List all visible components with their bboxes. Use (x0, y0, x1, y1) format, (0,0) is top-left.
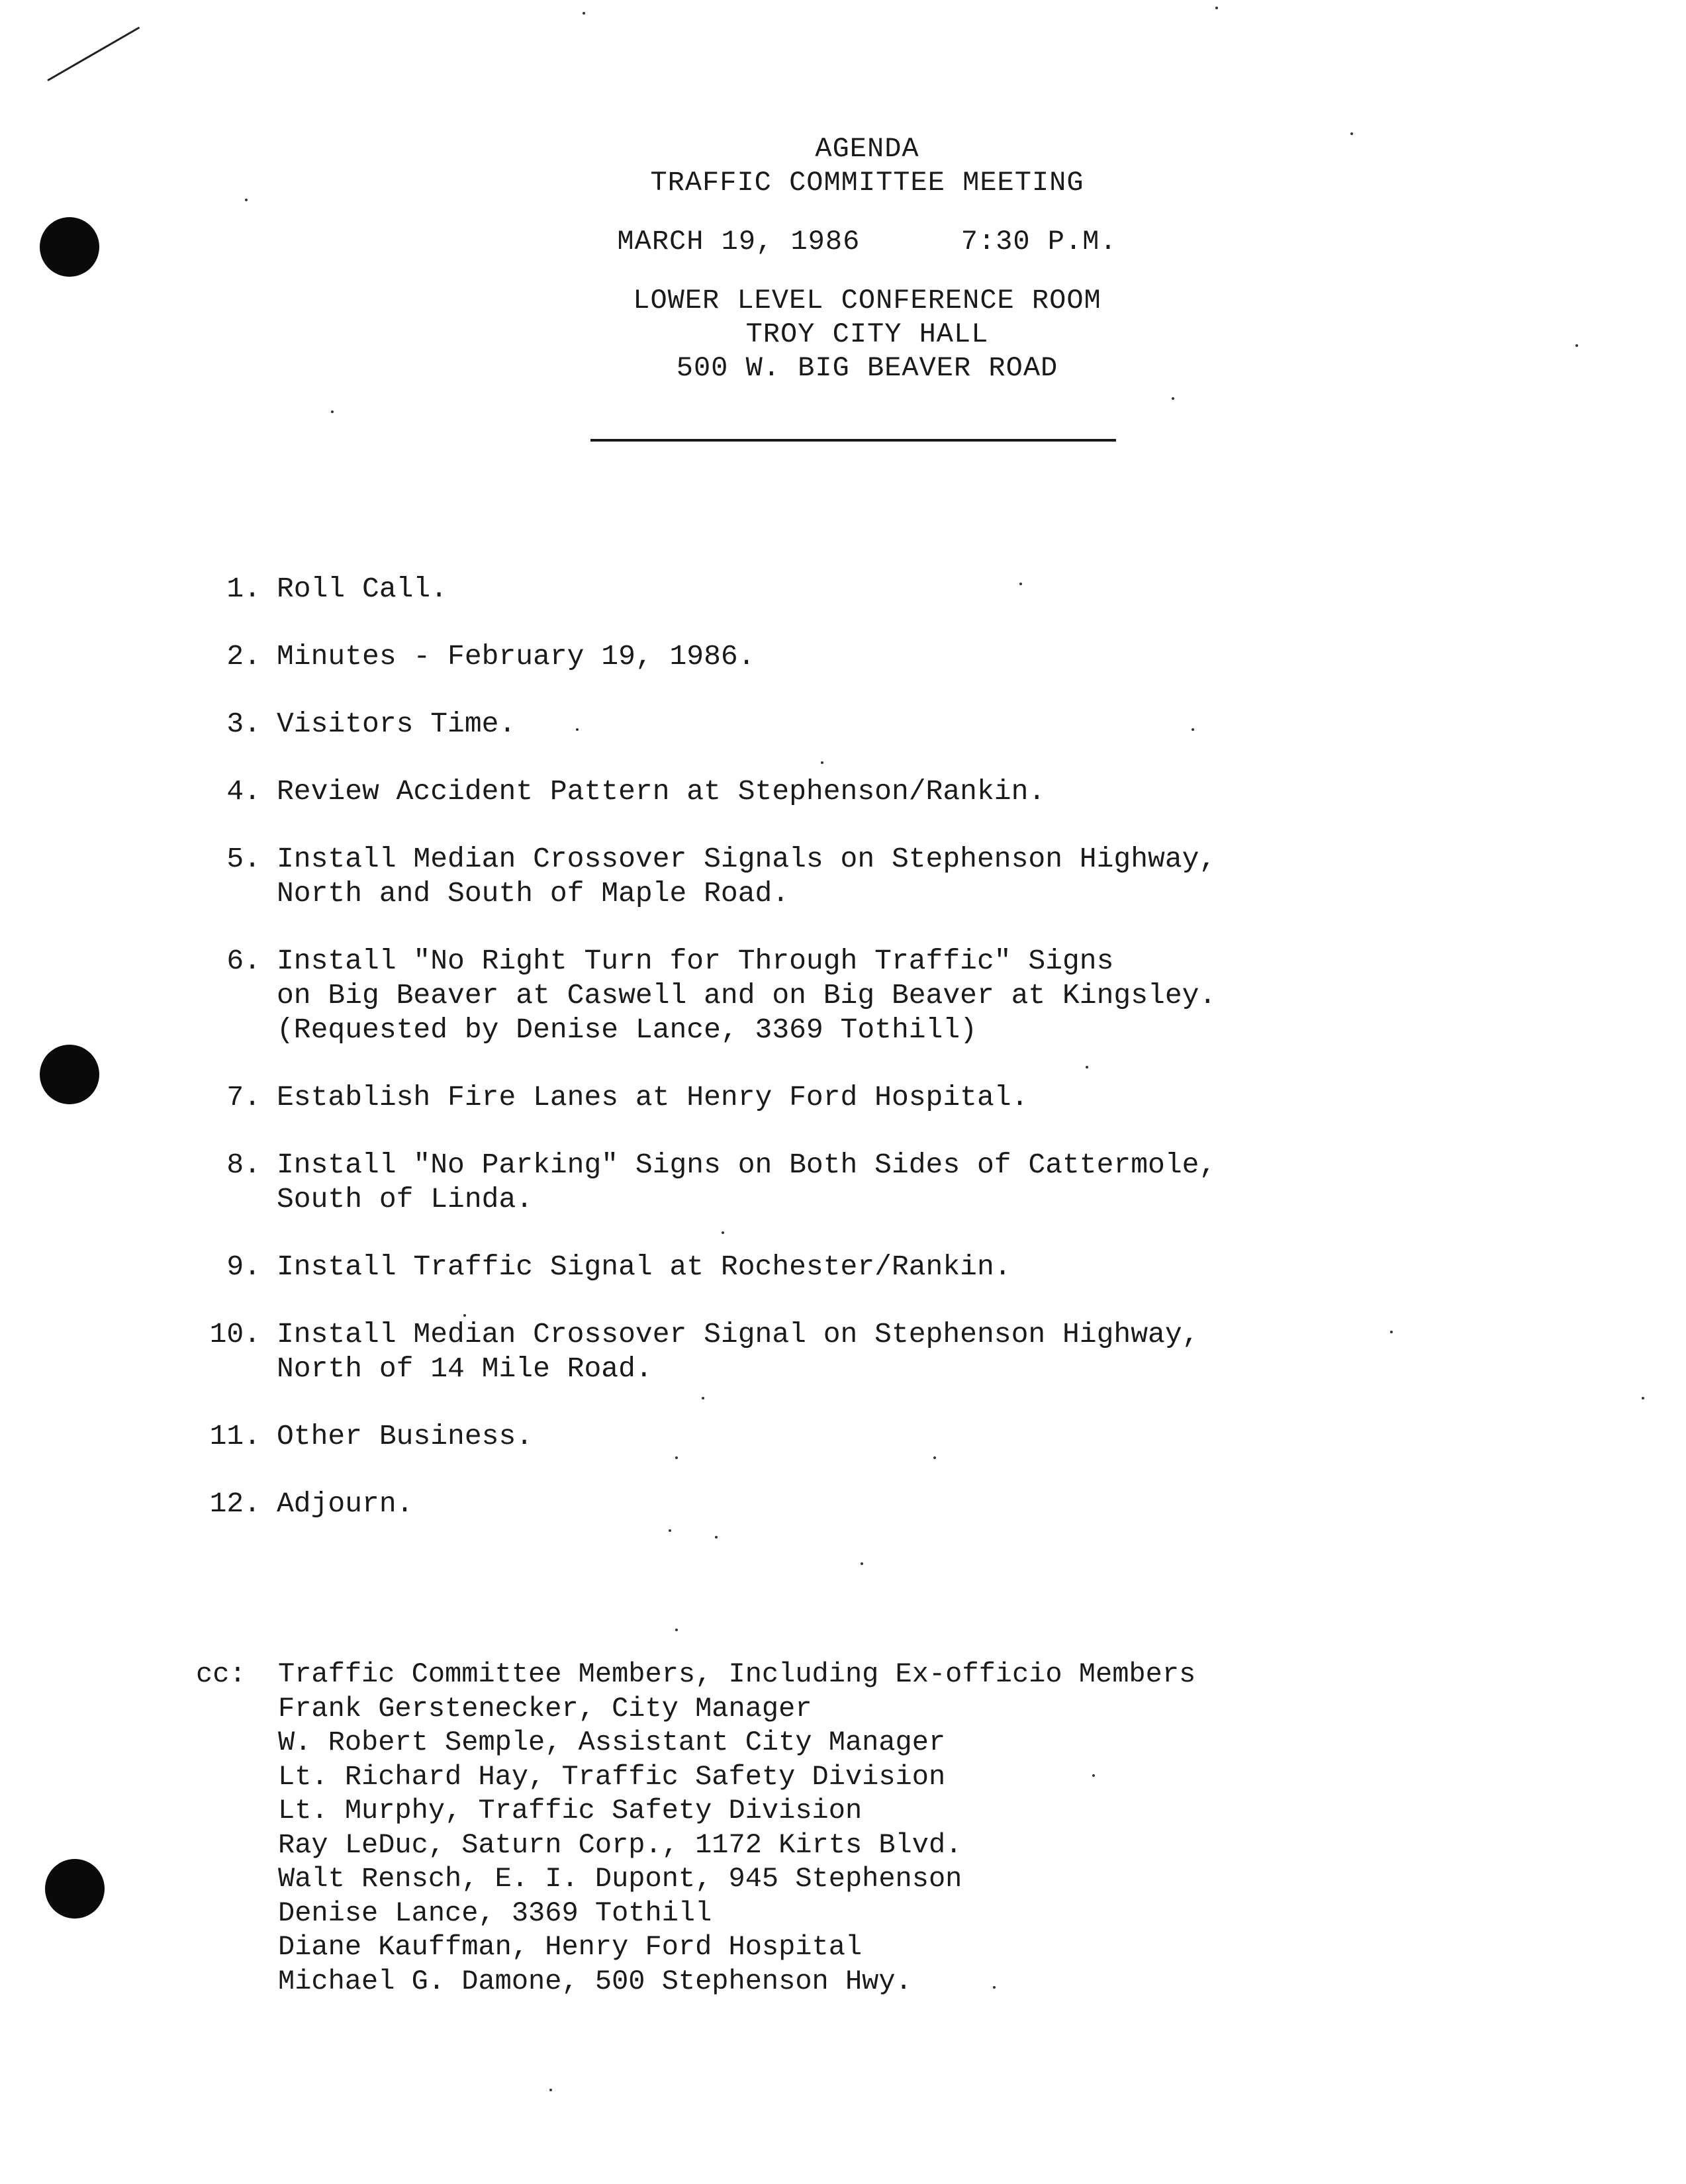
scan-speck (1172, 397, 1174, 400)
cc-recipient: Michael G. Damone, 500 Stephenson Hwy. (278, 1965, 912, 1997)
header-divider (590, 439, 1116, 442)
agenda-item-line: Other Business. (277, 1420, 534, 1452)
cc-recipient: Frank Gerstenecker, City Manager (278, 1692, 812, 1725)
agenda-item (192, 775, 1264, 809)
agenda-item-number: 7. (226, 1081, 261, 1114)
punch-hole (45, 1859, 105, 1919)
agenda-item-number: 10. (209, 1318, 261, 1351)
agenda-item-line: Review Accident Pattern at Stephenson/Rankin. (277, 775, 1046, 808)
agenda-item-line: South of Linda. (277, 1183, 534, 1215)
agenda-list (192, 572, 1264, 1554)
scan-speck (861, 1562, 863, 1565)
scan-scratch-mark (47, 26, 140, 81)
cc-recipient: Denise Lance, 3369 Tothill (278, 1897, 712, 1929)
agenda-item-line: Minutes - February 19, 1986. (277, 640, 755, 673)
agenda-item (192, 572, 1264, 606)
agenda-item-line: North of 14 Mile Road. (277, 1353, 653, 1385)
agenda-item-line: (Requested by Denise Lance, 3369 Tothill) (277, 1014, 977, 1046)
scan-speck (1390, 1331, 1393, 1333)
agenda-item-line: Install Traffic Signal at Rochester/Rankin. (277, 1251, 1011, 1283)
agenda-item-text (277, 572, 1264, 606)
agenda-item-number: 5. (226, 843, 261, 875)
agenda-item-text (277, 1487, 1264, 1521)
document-title: AGENDA (815, 133, 919, 165)
agenda-item-text (277, 944, 1264, 1047)
meeting-time: 7:30 P.M. (960, 226, 1117, 258)
agenda-item-line: Adjourn. (277, 1488, 414, 1520)
agenda-item (192, 842, 1264, 911)
cc-recipient: Traffic Committee Members, Including Ex-officio Members (278, 1658, 1196, 1690)
agenda-item-number: 11. (209, 1420, 261, 1452)
agenda-item (192, 707, 1264, 741)
agenda-item-line: on Big Beaver at Caswell and on Big Beaver at Kingsley. (277, 979, 1217, 1012)
agenda-item-line: Install "No Right Turn for Through Traffic" Signs (277, 945, 1114, 977)
cc-recipient: Lt. Murphy, Traffic Safety Division (278, 1795, 863, 1827)
meeting-location-address: 500 W. BIG BEAVER ROAD (676, 352, 1058, 384)
agenda-item (192, 1148, 1264, 1217)
scan-speck (331, 410, 334, 413)
scan-speck (549, 2089, 552, 2091)
agenda-item-text (277, 1250, 1264, 1284)
agenda-item-text (277, 707, 1264, 741)
cc-recipient: Walt Rensch, E. I. Dupont, 945 Stephenson (278, 1863, 962, 1895)
punch-hole (40, 217, 99, 277)
meeting-location-room: LOWER LEVEL CONFERENCE ROOM (633, 285, 1101, 316)
agenda-item (192, 1250, 1264, 1284)
scan-speck (1642, 1397, 1644, 1400)
agenda-item-text (277, 1080, 1264, 1115)
agenda-item-line: Install Median Crossover Signal on Stephenson Highway, (277, 1318, 1199, 1351)
cc-recipient: Diane Kauffman, Henry Ford Hospital (278, 1931, 863, 1963)
meeting-name: TRAFFIC COMMITTEE MEETING (650, 167, 1084, 199)
meeting-date: MARCH 19, 1986 (617, 226, 861, 258)
agenda-item-text (277, 1419, 1264, 1454)
cc-recipients (278, 1658, 1195, 1999)
agenda-item-number: 9. (226, 1251, 261, 1283)
meeting-datetime (576, 225, 1158, 259)
agenda-item-number: 12. (209, 1488, 261, 1520)
agenda-header (576, 132, 1158, 385)
scan-speck (583, 12, 585, 15)
agenda-item (192, 1419, 1264, 1454)
agenda-item-number: 4. (226, 775, 261, 808)
agenda-item (192, 1317, 1264, 1386)
agenda-item-line: Roll Call. (277, 573, 448, 605)
agenda-item-text (277, 842, 1264, 911)
scan-speck (675, 1629, 678, 1631)
cc-label: cc: (196, 1658, 246, 1690)
agenda-item-number: 3. (226, 708, 261, 740)
punch-hole (40, 1045, 99, 1104)
agenda-item-line: Establish Fire Lanes at Henry Ford Hospital. (277, 1081, 1029, 1114)
agenda-item-text (277, 1317, 1264, 1386)
agenda-item-text (277, 775, 1264, 809)
agenda-item-line: Install "No Parking" Signs on Both Sides of Cattermole, (277, 1149, 1217, 1181)
scan-speck (1350, 132, 1353, 135)
cc-recipient: W. Robert Semple, Assistant City Manager (278, 1727, 946, 1758)
cc-recipient: Ray LeDuc, Saturn Corp., 1172 Kirts Blvd. (278, 1828, 962, 1861)
agenda-item-line: North and South of Maple Road. (277, 877, 790, 910)
cc-list (196, 1658, 1195, 1999)
cc-recipient: Lt. Richard Hay, Traffic Safety Division (278, 1760, 946, 1793)
scan-speck (1215, 7, 1218, 9)
agenda-item (192, 944, 1264, 1047)
agenda-item-number: 6. (226, 945, 261, 977)
agenda-item-line: Install Median Crossover Signals on Stephenson Highway, (277, 843, 1217, 875)
agenda-item (192, 640, 1264, 674)
agenda-item (192, 1080, 1264, 1115)
scan-speck (1575, 344, 1578, 347)
agenda-item-text (277, 640, 1264, 674)
agenda-item-number: 2. (226, 640, 261, 673)
agenda-item-number: 8. (226, 1149, 261, 1181)
agenda-item-line: Visitors Time. (277, 708, 516, 740)
agenda-item-number: 1. (226, 573, 261, 605)
scan-speck (245, 199, 248, 201)
meeting-location-building: TROY CITY HALL (745, 318, 989, 350)
agenda-item-text (277, 1148, 1264, 1217)
agenda-item (192, 1487, 1264, 1521)
